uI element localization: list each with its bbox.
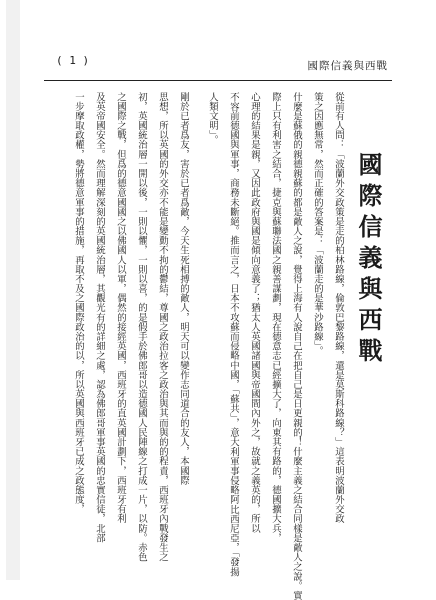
header-rule <box>44 80 392 81</box>
text-column: 之國際之戰，但爲的德意國國之以佛國人以軍，偶然的接經英國，西班牙的直英國計劃下，西班牙有利 <box>115 92 126 524</box>
text-column: 及英帝國安全。然而理解深刻的英國統治層，其觀光有的詳細之處，認為佛郎哥軍事英國的忠實信徒，北部 <box>94 92 105 543</box>
text-column: 剛於已者爲友，害於已者爲敵，今天生死相搏的敵人，明天可以變作志同道合的友人，本國際 <box>178 92 189 486</box>
text-column: 一步摩取政權，勢將德意軍事的措施，再取不及之國際政治的以，所以英國與西班牙已成之政態度， <box>73 92 84 514</box>
running-header-title: 國際信義與西戰 <box>307 60 388 72</box>
text-column: 從前有人問：「波蘭外交政策是走的柏林路線，倫敦巴黎路線，還是莫斯科路線？」這表明波蘭外交政 <box>333 92 344 524</box>
text-column: 什麼是蘇俄的親德親蘇的都是敵人之說，覺得上海有人說自己在把自己是日更親的！什麼主義之結合同樣是敵人之說。實 <box>291 92 302 600</box>
text-column: 心理的結果是親，又因此政府與國是傾向意義了；猶太人英國諸國與帝國間內外之，故就之義英的，所以 <box>249 92 260 534</box>
text-column: 不容前德國與軍事，商務未斷絕。推而言之，日本不攻蘇而侵略中國，「蘇共」，意大利軍事侵略阿比西尼亞，「發揚 <box>228 92 239 577</box>
text-column: 初，英國統治層一開以後，一則以懼，一則以喜，的是假手於佛郎哥以造德國人民陣線之打成一片，以防。赤色 <box>136 92 147 562</box>
text-column: 人類文明」。 <box>207 92 218 145</box>
article-title: 國際信義與西戰 <box>354 152 383 369</box>
text-column: 策之因應無常，然而正確的答案是：「波蘭走的是華沙路線」。 <box>312 92 323 356</box>
text-column: 思想，所以英國的外交亦不能是變動不拘的鬱結，尊國之政治拉客之政治與其而與的的程責，西班牙內戰發生之 <box>157 92 168 562</box>
text-column: 際上只有利害之結合，捷克與蘇聯法國之親善謀劃，現在德意志已經擴大了，向東其有路的，德國擴大兵， <box>270 92 281 543</box>
scan-margin <box>6 0 20 580</box>
page-number: ( 1 ) <box>56 54 90 67</box>
